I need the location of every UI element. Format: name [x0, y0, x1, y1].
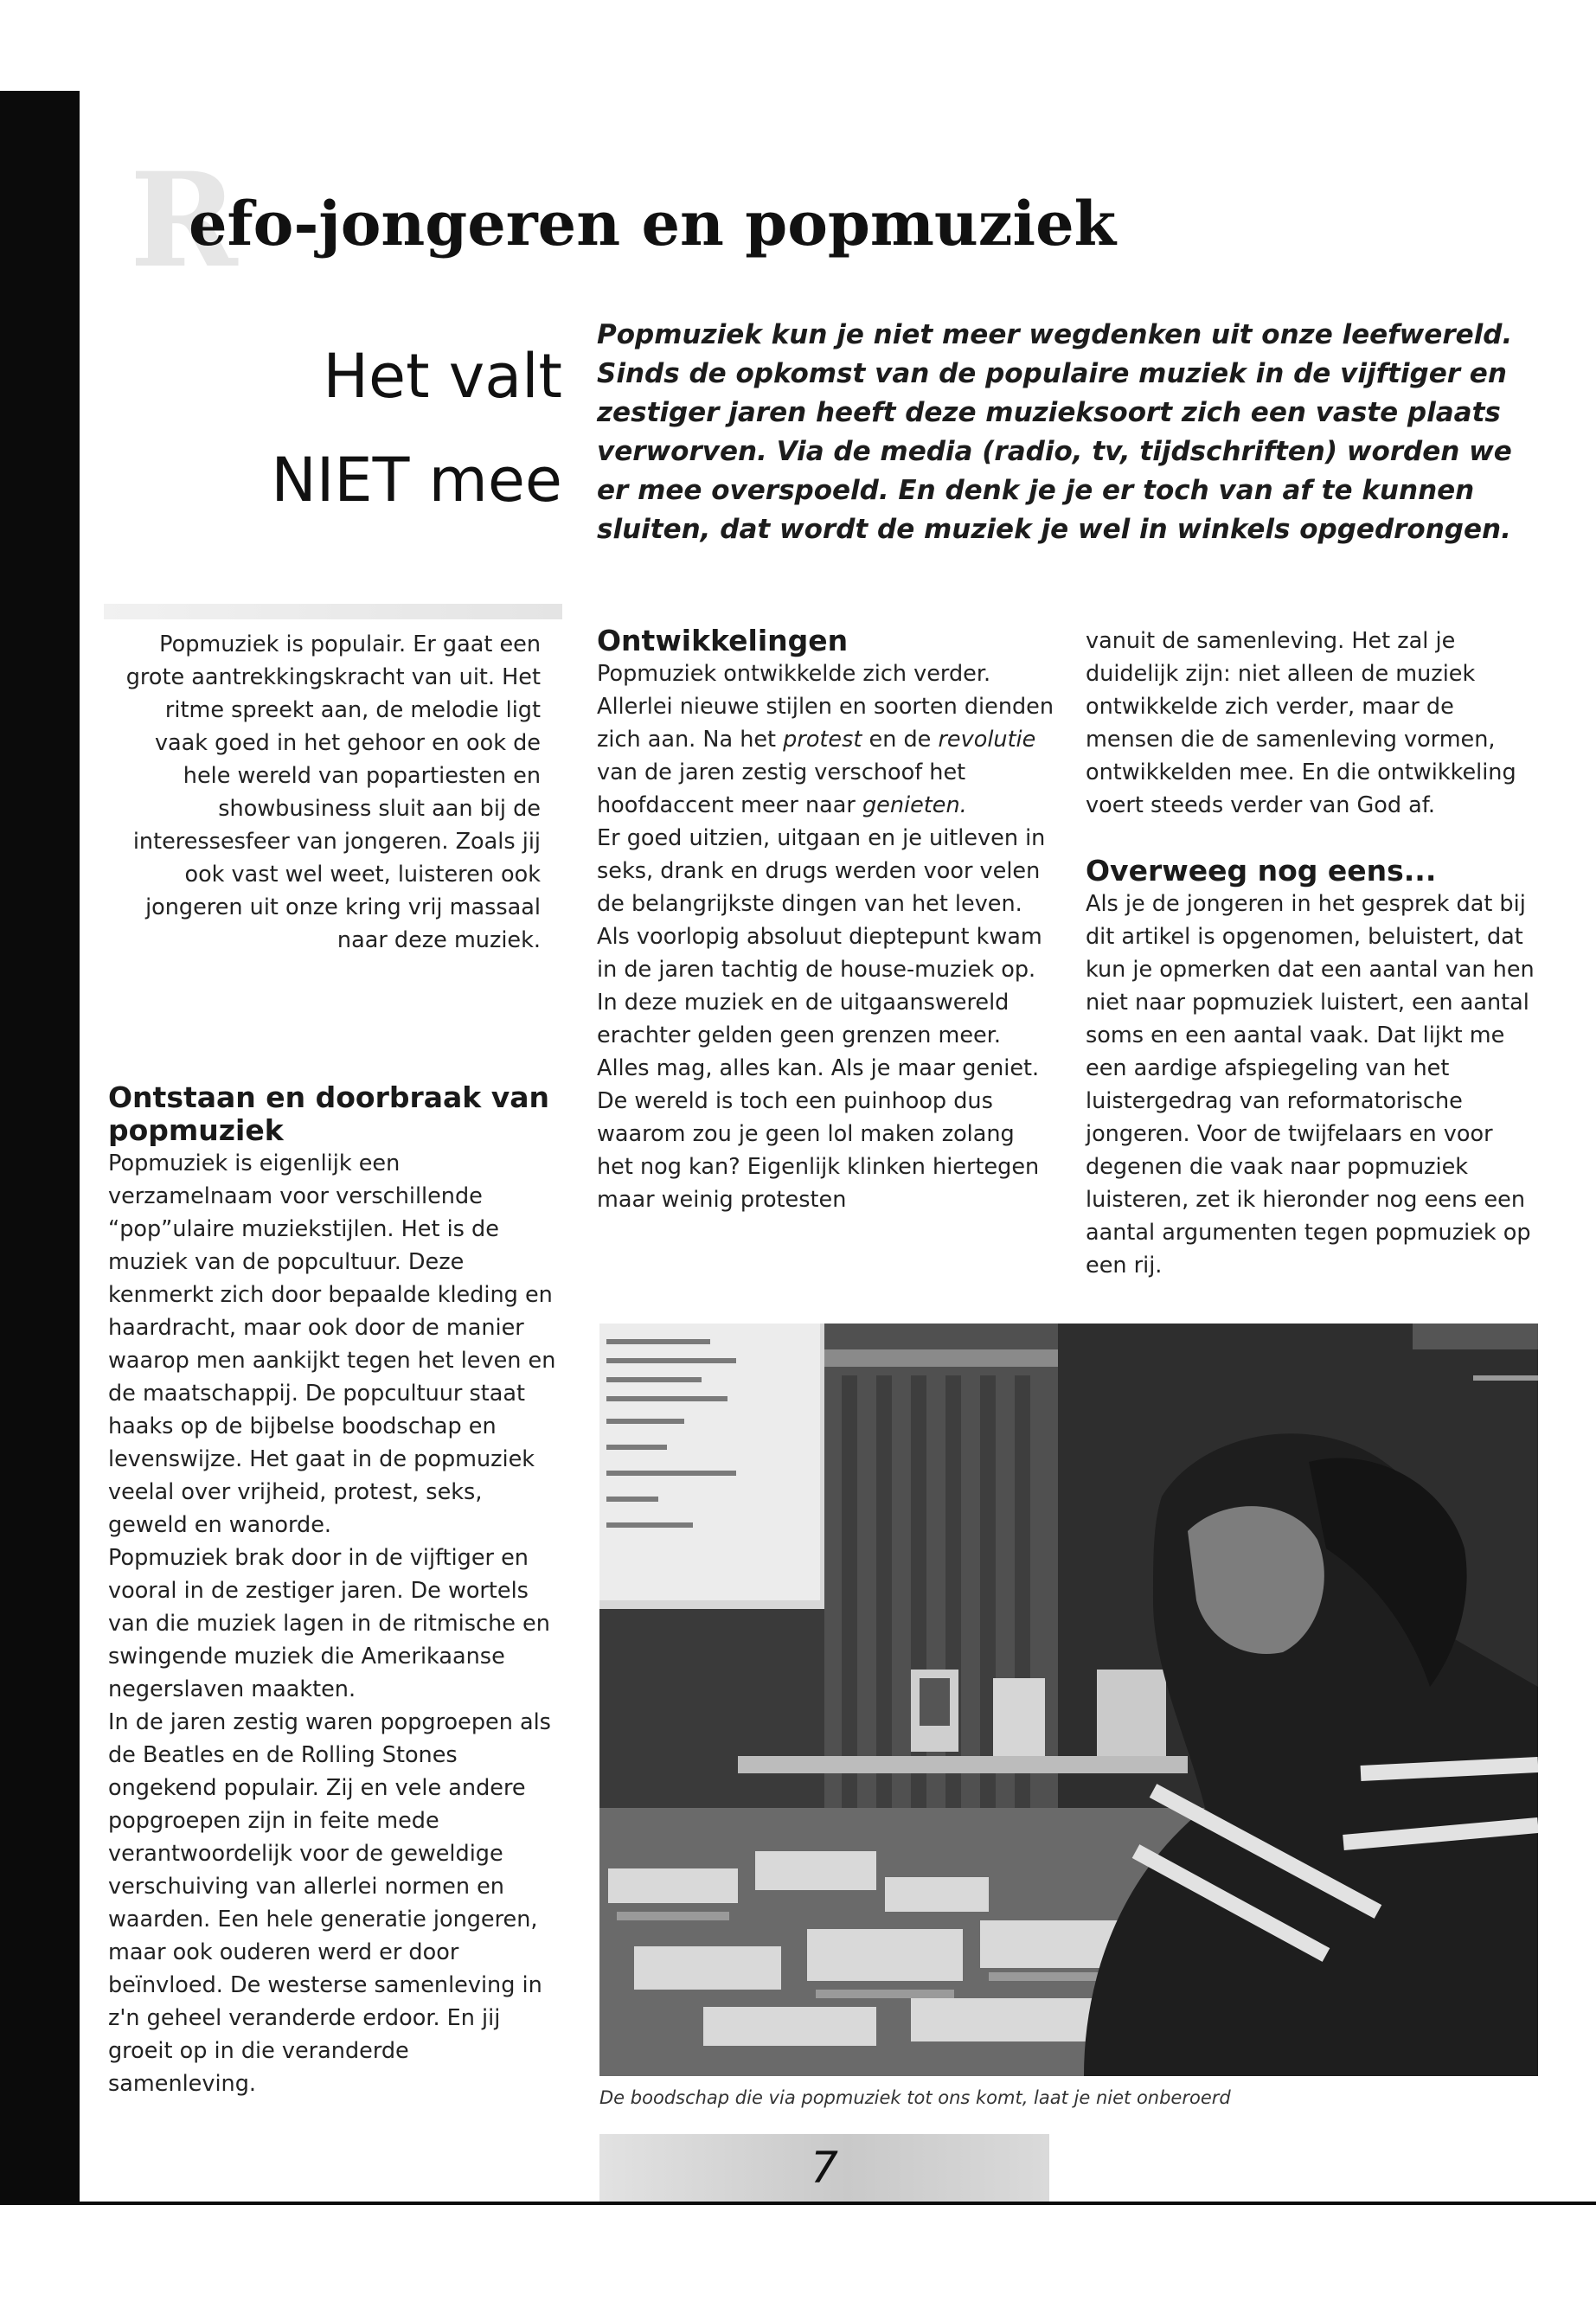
text-run: van de jaren zestig verschoof het hoofdaccent meer naar — [597, 760, 966, 818]
title-initial-decorative: R — [130, 144, 238, 297]
headline-line-1: Het valt — [323, 341, 562, 412]
section-heading-overweeg: Overweeg nog eens... — [1086, 854, 1437, 888]
scan-edge-bottom — [0, 2202, 1596, 2205]
emphasis-genieten: genieten. — [862, 792, 967, 818]
section3-paragraph-1: Als je de jongeren in het gesprek dat bij dit artikel is opgenomen, beluistert, dat kun je opmerken dat een aantal van hen niet naar popmuziek luistert, een aantal soms en een aantal vaak. Dat lijkt me een aardige afspiegeling van het luistergedrag van reformatorische jongeren. Voor de twijfelaars en voor degenen die vaak naar popmuziek luisteren, zet ik hieronder nog eens een aantal argumenten tegen popmuziek op een rij. — [1086, 891, 1535, 1279]
column-1 — [108, 1081, 558, 2100]
article-title — [130, 144, 1254, 297]
section1-paragraph-3: In de jaren zestig waren popgroepen als de Beatles en de Rolling Stones ongekend populair. Zij en vele andere popgroepen zijn in feite mede verantwoordelijk voor de geweldige verschuiving van allerlei normen en waarden. Een hele generatie jongeren, maar ook ouderen werd er door beïnvloed. De westerse samenleving in z'n geheel veranderde erdoor. En jij groeit op in die veranderde samenleving. — [108, 1709, 551, 2097]
scan-margin-top — [0, 0, 1596, 91]
section1-paragraph-2: Popmuziek brak door in de vijftiger en vooral in de zestiger jaren. De wortels van die muziek lagen in de ritmische en swingende muziek die Amerikaanse negerslaven maakten. — [108, 1545, 550, 1702]
page-number: 7 — [811, 2143, 838, 2193]
title-text: efo-jongeren en popmuziek — [189, 188, 1117, 260]
column-3 — [1086, 625, 1544, 1282]
photo-caption: De boodschap die via popmuziek tot ons komt, laat je niet onberoerd — [599, 2087, 1231, 2108]
headline — [173, 324, 562, 532]
section1-paragraph-1: Popmuziek is eigenlijk een verzamelnaam voor verschillende “pop”ulaire muziekstijlen. Het is de muziek van de popcultuur. Deze kenmerkt zich door bepaalde kleding en haardracht, maar ook door de manier waarop men aankijkt tegen het leven en de maatschappij. De popcultuur staat haaks op de bijbelse boodschap en levenswijze. Het gaat in de popmuziek veelal over vrijheid, protest, seks, geweld en wanorde. — [108, 1150, 556, 1538]
text-run: Popmuziek ontwikkelde zich verder. Allerlei nieuwe stijlen en soorten dienden zich aan. Na het — [597, 661, 1054, 753]
record-store-photo — [599, 1324, 1538, 2076]
column-2 — [597, 625, 1055, 1216]
headline-line-2: NIET mee — [271, 445, 562, 516]
section2-paragraph-2: Er goed uitzien, uitgaan en je uitleven in seks, drank en drugs werden voor velen de belangrijkste dingen van het leven. Als voorlopig absoluut dieptepunt kwam in de jaren tachtig de house-muziek op. In deze muziek en de uitgaanswereld erachter gelden geen grenzen meer. Alles mag, alles kan. Als je maar geniet. De wereld is toch een puinhoop dus waarom zou je geen lol maken zolang het nog kan? Eigenlijk klinken hiertegen maar weinig protesten — [597, 825, 1046, 1213]
lead-text: Popmuziek is populair. Er gaat een grote aantrekkingskracht van uit. Het ritme spreekt aan, de melodie ligt vaak goed in het gehoor en ook de hele wereld van popartiesten en showbusiness sluit aan bij de interessesfeer van jongeren. Zoals jij ook vast wel weet, luisteren ook jongeren uit onze kring vrij massaal naar deze muziek. — [125, 631, 541, 953]
scan-edge-left — [0, 0, 80, 2202]
photo-illustration — [599, 1324, 1538, 2076]
section-heading-ontwikkelingen: Ontwikkelingen — [597, 624, 849, 657]
text-run: en de — [862, 727, 939, 753]
emphasis-revolutie: revolutie — [938, 727, 1036, 753]
page-number-band — [599, 2134, 1049, 2202]
lead-paragraph — [108, 628, 541, 957]
emphasis-protest: protest — [783, 727, 862, 753]
intro-paragraph: Popmuziek kun je niet meer wegdenken uit onze leefwereld. Sinds de opkomst van de populaire muziek in de vijftiger en zestiger jaren heeft deze muzieksoort zich een vaste plaats verworven. Via de media (radio, tv, tijdschriften) worden we er mee overspoeld. En denk je je er toch van af te kunnen sluiten, dat wordt de muziek je wel in winkels opgedrongen. — [597, 319, 1513, 545]
section-heading-ontstaan: Ontstaan en doorbraak van popmuziek — [108, 1080, 550, 1147]
section2-paragraph-3: vanuit de samenleving. Het zal je duidelijk zijn: niet alleen de muziek ontwikkelde zich verder, maar de mensen die de samenleving vormen, ontwikkelden mee. En die ontwikkeling voert steeds verder van God af. — [1086, 628, 1516, 818]
section2-paragraph-1 — [597, 657, 1055, 822]
decorative-shade-bar — [104, 604, 562, 619]
